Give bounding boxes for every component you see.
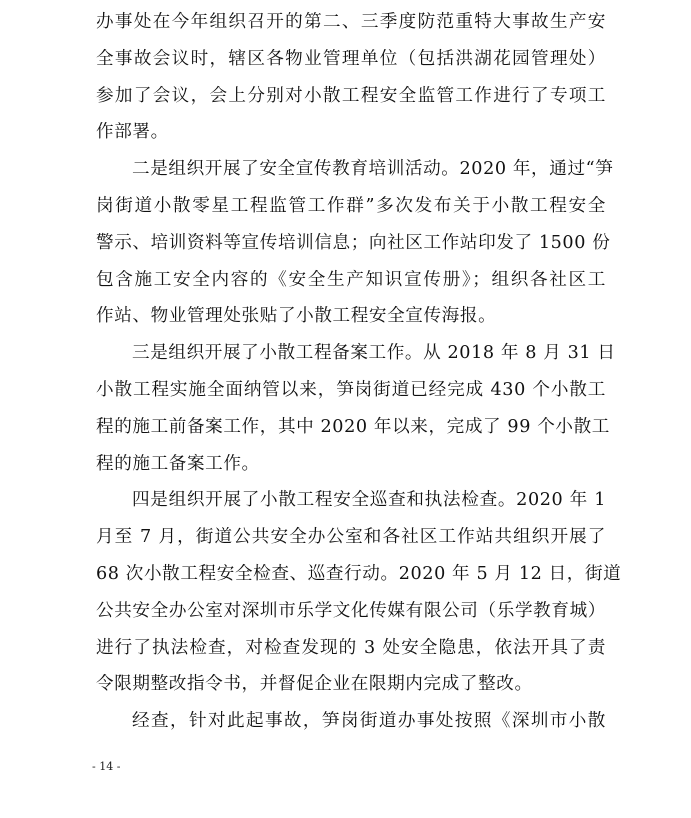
paragraph-3-line-2: 小散工程实施全面纳管以来，笋岗街道已经完成 430 个小散工 [96,379,606,400]
paragraph-1-line-2: 全事故会议时，辖区各物业管理单位（包括洪湖花园管理处） [96,48,606,69]
paragraph-4-line-5: 进行了执法检查，对检查发现的 3 处安全隐患，依法开具了责 [96,637,606,658]
paragraph-4-line-2: 月至 7 月，街道公共安全办公室和各社区工作站共组织开展了 [96,527,606,548]
paragraph-3-line-1: 三是组织开展了小散工程备案工作。从 2018 年 8 月 31 日 [132,343,616,364]
page-number: - 14 - [92,760,121,773]
paragraph-2-line-1: 二是组织开展了安全宣传教育培训活动。2020 年，通过“笋 [132,159,614,180]
paragraph-2-line-5: 作站、物业管理处张贴了小散工程安全宣传海报。 [96,306,497,327]
paragraph-2-line-3: 警示、培训资料等宣传培训信息；向社区工作站印发了 1500 份 [96,232,611,253]
body-text [96,4,622,740]
paragraph-4-line-4: 公共安全办公室对深圳市乐学文化传媒有限公司（乐学教育城） [96,600,606,621]
paragraph-1-line-4: 作部署。 [96,122,169,143]
paragraph-4-line-6: 令限期整改指令书，并督促企业在限期内完成了整改。 [96,674,533,695]
paragraph-3-line-4: 程的施工备案工作。 [96,453,260,474]
paragraph-2-line-4: 包含施工安全内容的《安全生产知识宣传册》；组织各社区工 [96,269,606,290]
paragraph-1-line-3: 参加了会议，会上分别对小散工程安全监管工作进行了专项工 [96,85,606,106]
paragraph-1-line-1: 办事处在今年组织召开的第二、三季度防范重特大事故生产安 [96,12,606,32]
paragraph-5-line-1: 经查，针对此起事故，笋岗街道办事处按照《深圳市小散 [132,711,606,732]
paragraph-3-line-3: 程的施工前备案工作，其中 2020 年以来，完成了 99 个小散工 [96,416,610,437]
paragraph-4-line-1: 四是组织开展了小散工程安全巡查和执法检查。2020 年 1 [132,490,606,511]
paragraph-2-line-2: 岗街道小散零星工程监管工作群”多次发布关于小散工程安全 [96,195,606,216]
paragraph-4-line-3: 68 次小散工程安全检查、巡查行动。2020 年 5 月 12 日，街道 [96,563,622,584]
